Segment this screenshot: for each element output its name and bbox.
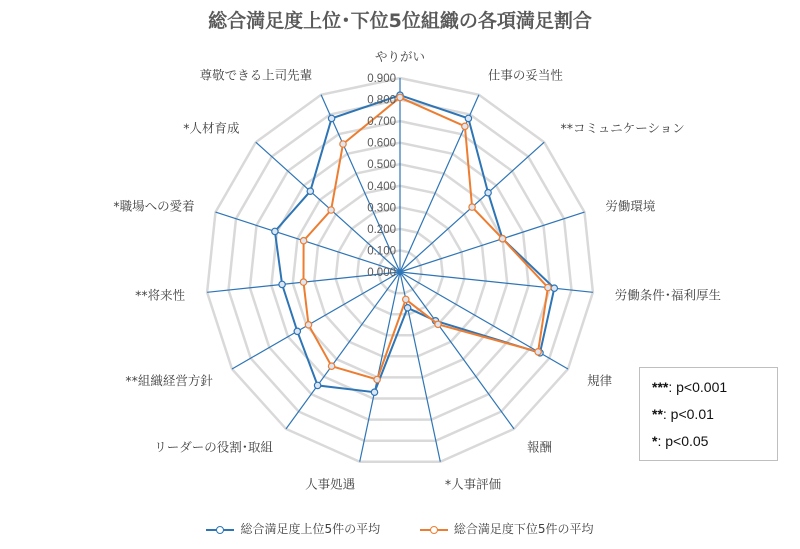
tick-label: 0.800 [367, 94, 396, 107]
category-label: 人事処遇 [305, 476, 356, 492]
data-point [328, 207, 334, 213]
category-label: *人事評価 [444, 476, 502, 492]
data-point [371, 389, 377, 395]
legend-item-bottom5 [420, 520, 594, 537]
data-point [535, 349, 541, 355]
category-label: 仕事の妥当性 [487, 67, 563, 83]
data-point [403, 296, 409, 302]
data-point [279, 281, 285, 287]
data-point [294, 328, 300, 334]
data-point [314, 382, 320, 388]
data-point [300, 279, 306, 285]
category-label: 報酬 [527, 439, 553, 455]
chart-title: 総合満足度上位･下位5位組織の各項満足割合 [208, 10, 592, 32]
data-point [462, 123, 468, 129]
data-point [499, 236, 505, 242]
data-point [328, 115, 334, 121]
significance-legend [639, 367, 778, 461]
data-point [307, 188, 313, 194]
data-point [551, 285, 557, 291]
tick-label: 0.400 [367, 180, 396, 193]
data-point [397, 94, 403, 100]
data-point [545, 284, 551, 290]
data-point [340, 141, 346, 147]
tick-label: 0.900 [367, 73, 396, 85]
data-point [305, 322, 311, 328]
data-point [272, 228, 278, 234]
tick-label: 0.500 [367, 159, 396, 172]
legend-item-top5 [206, 520, 380, 537]
legend-label-bottom5: 総合満足度下位5件の平均 [453, 522, 594, 536]
category-label: 尊敬できる上司先輩 [199, 67, 313, 83]
legend-label-top5: 総合満足度上位5件の平均 [240, 522, 381, 536]
data-point [435, 321, 441, 327]
tick-label: 0.600 [367, 137, 396, 150]
data-point [465, 115, 471, 121]
series-line-0 [275, 95, 554, 392]
category-label: 規律 [587, 373, 613, 388]
data-point [374, 376, 380, 382]
significance-row: *: p<0.05 [652, 433, 709, 449]
category-label: やりがい [374, 49, 426, 64]
category-label: **将来性 [135, 287, 186, 303]
category-label: 労働環境 [605, 198, 656, 214]
data-point [404, 305, 410, 311]
legend-marker-top5 [206, 529, 234, 531]
tick-label: 0.000 [367, 267, 396, 279]
category-label: 労働条件･福利厚生 [614, 287, 722, 303]
significance-row: ***: p<0.001 [652, 379, 728, 395]
data-point [485, 190, 491, 196]
data-point [328, 363, 334, 369]
tick-label: 0.200 [367, 223, 396, 236]
tick-label: 0.100 [367, 245, 396, 258]
category-label: *職場への愛着 [113, 198, 195, 214]
category-label: *人材育成 [183, 120, 240, 136]
category-label: リーダーの役割･取組 [154, 439, 273, 455]
legend-marker-bottom5 [420, 529, 448, 531]
series-legend [0, 520, 800, 537]
tick-label: 0.700 [367, 116, 396, 129]
data-point [469, 204, 475, 210]
significance-row: **: p<0.01 [652, 406, 714, 422]
category-label: **組織経営方針 [125, 373, 213, 388]
data-point [300, 238, 306, 244]
category-label: **コミュニケーション [560, 120, 685, 136]
tick-label: 0.300 [367, 202, 396, 215]
